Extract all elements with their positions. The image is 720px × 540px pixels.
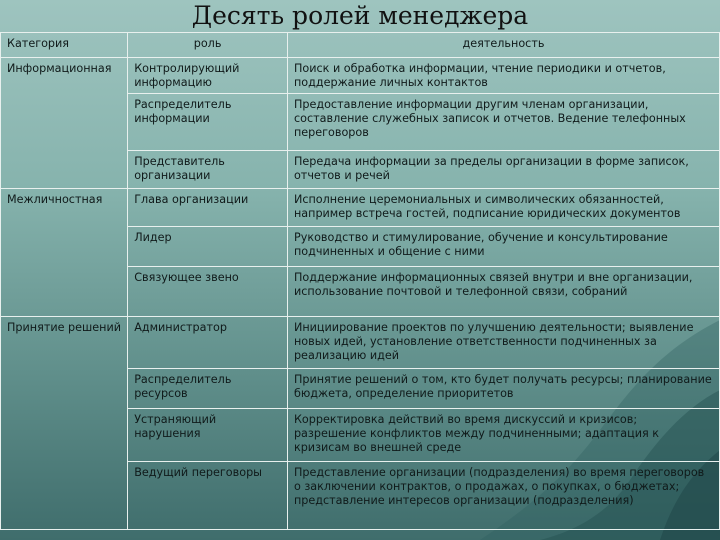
role-cell: Распределитель ресурсов <box>128 369 288 409</box>
role-cell: Ведущий переговоры <box>128 462 288 530</box>
table-header-row <box>1 33 720 58</box>
table-row <box>1 317 720 369</box>
activity-cell: Поддержание информационных связей внутри и вне организации, использование почтовой и телефонной связи, собраний <box>287 267 719 317</box>
role-cell: Устраняющий нарушения <box>128 409 288 462</box>
role-cell: Связующее звено <box>128 267 288 317</box>
activity-cell: Исполнение церемониальных и символических обязанностей, например встреча гостей, подписание юридических документов <box>287 189 719 227</box>
category-cell: Принятие решений <box>1 317 128 530</box>
activity-cell: Передача информации за пределы организации в форме записок, отчетов и речей <box>287 151 719 189</box>
header-role: роль <box>128 33 288 58</box>
activity-cell: Руководство и стимулирование, обучение и консультирование подчиненных и общение с ними <box>287 227 719 267</box>
activity-cell: Поиск и обработка информации, чтение периодики и отчетов, поддержание личных контактов <box>287 58 719 94</box>
category-cell: Информационная <box>1 58 128 189</box>
roles-table <box>0 32 720 530</box>
role-cell: Администратор <box>128 317 288 369</box>
header-activity: деятельность <box>287 33 719 58</box>
activity-cell: Предоставление информации другим членам организации, составление служебных записок и отчетов. Ведение телефонных переговоров <box>287 94 719 151</box>
page-title: Десять ролей менеджера <box>191 1 529 30</box>
role-cell: Лидер <box>128 227 288 267</box>
role-cell: Контролирующий информацию <box>128 58 288 94</box>
role-cell: Глава организации <box>128 189 288 227</box>
category-cell: Межличностная <box>1 189 128 317</box>
role-cell: Представитель организации <box>128 151 288 189</box>
activity-cell: Корректировка действий во время дискуссий и кризисов; разрешение конфликтов между подчиненными; адаптация к кризисам во внешней среде <box>287 409 719 462</box>
header-category: Категория <box>1 33 128 58</box>
activity-cell: Представление организации (подразделения) во время переговоров о заключении контрактов, о продажах, о покупках, о бюджетах; представление интересов организации (подразделения) <box>287 462 719 530</box>
activity-cell: Инициирование проектов по улучшению деятельности; выявление новых идей, установление ответственности подчиненных за реализацию идей <box>287 317 719 369</box>
table-row <box>1 189 720 227</box>
role-cell: Распределитель информации <box>128 94 288 151</box>
table-row <box>1 58 720 94</box>
activity-cell: Принятие решений о том, кто будет получать ресурсы; планирование бюджета, определение приоритетов <box>287 369 719 409</box>
